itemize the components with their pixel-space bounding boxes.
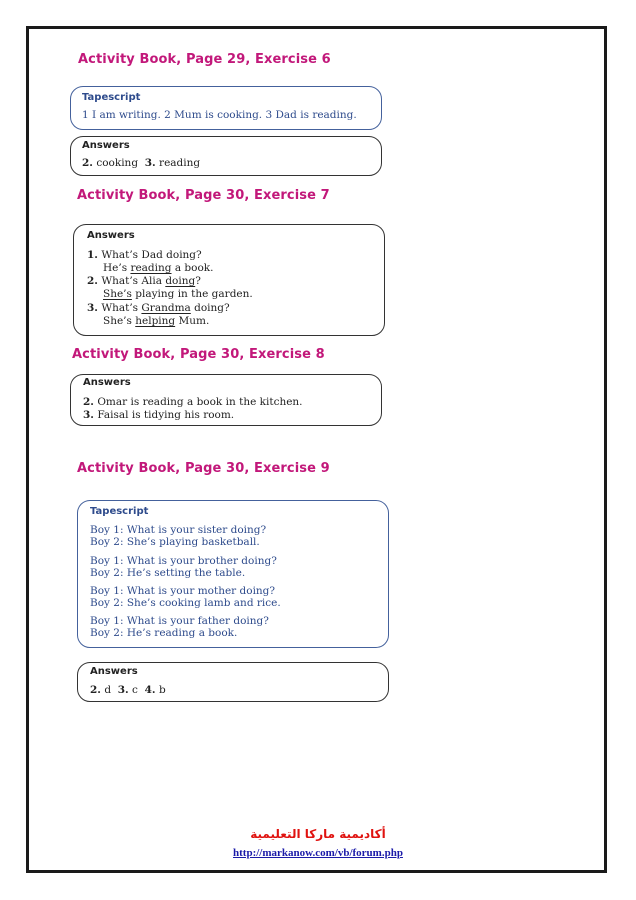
answer-number: 1. bbox=[87, 249, 98, 261]
exercise-9-answers-box bbox=[77, 662, 389, 702]
underlined-word: helping bbox=[135, 315, 176, 327]
dialogue-line: Boy 1: What is your sister doing? bbox=[90, 524, 267, 536]
exercise-7-answers-box bbox=[73, 224, 385, 336]
response-text: a book. bbox=[171, 262, 214, 274]
response-text: Mum. bbox=[175, 315, 210, 327]
underlined-word: reading bbox=[130, 262, 172, 274]
response-text: She’s bbox=[103, 315, 136, 327]
dialogue-line: Boy 2: She’s playing basketball. bbox=[90, 536, 260, 548]
answer-text: Omar is reading a book in the kitchen. bbox=[97, 396, 303, 408]
answer-response bbox=[103, 315, 209, 327]
answer-question bbox=[87, 302, 230, 314]
dialogue-line: Boy 2: He’s reading a book. bbox=[90, 627, 238, 639]
answer-number: 3. bbox=[117, 684, 129, 696]
answer-number: 4. bbox=[144, 684, 156, 696]
dialogue-line: Boy 1: What is your mother doing? bbox=[90, 585, 276, 597]
question-text: doing? bbox=[190, 302, 230, 314]
exercise-8-heading: Activity Book, Page 30, Exercise 8 bbox=[72, 347, 325, 362]
question-text: What’s bbox=[101, 302, 142, 314]
underlined-word: Grandma bbox=[141, 302, 191, 314]
answer-number: 3. bbox=[144, 157, 156, 169]
exercise-8-answers-box bbox=[70, 374, 382, 426]
underlined-word: She’s bbox=[103, 288, 132, 300]
footer-forum-link[interactable]: http://markanow.com/vb/forum.php bbox=[233, 847, 403, 859]
response-text: He’s bbox=[103, 262, 131, 274]
answer-text: cooking bbox=[96, 157, 139, 169]
dialogue-line: Boy 2: He’s setting the table. bbox=[90, 567, 246, 579]
dialogue-line: Boy 1: What is your brother doing? bbox=[90, 555, 277, 567]
exercise-6-tapescript-box bbox=[70, 86, 382, 130]
answer-number: 3. bbox=[83, 409, 94, 421]
exercise-6-heading: Activity Book, Page 29, Exercise 6 bbox=[78, 52, 331, 67]
answers-line bbox=[83, 396, 303, 408]
tapescript-title: Tapescript bbox=[90, 506, 149, 517]
answers-line bbox=[90, 684, 166, 696]
underlined-word: doing bbox=[165, 275, 196, 287]
question-text: ? bbox=[195, 275, 201, 287]
answer-number: 2. bbox=[90, 684, 101, 696]
answer-text: Faisal is tidying his room. bbox=[97, 409, 235, 421]
exercise-7-heading: Activity Book, Page 30, Exercise 7 bbox=[77, 188, 330, 203]
answers-title: Answers bbox=[87, 230, 135, 241]
dialogue-line: Boy 1: What is your father doing? bbox=[90, 615, 269, 627]
answers-title: Answers bbox=[83, 377, 131, 388]
question-text: What’s Alia bbox=[101, 275, 166, 287]
footer-academy-name: أكاديمية ماركا التعليمية bbox=[250, 827, 386, 841]
exercise-6-answers-box bbox=[70, 136, 382, 176]
answer-question bbox=[87, 249, 202, 261]
answer-number: 2. bbox=[82, 157, 93, 169]
response-text: playing in the garden. bbox=[131, 288, 253, 300]
answers-line bbox=[82, 157, 200, 169]
answer-text: b bbox=[158, 684, 166, 696]
answer-text: reading bbox=[159, 157, 201, 169]
answer-number: 3. bbox=[87, 302, 98, 314]
exercise-9-tapescript-box bbox=[77, 500, 389, 648]
answer-text: c bbox=[132, 684, 138, 696]
answer-response bbox=[103, 262, 214, 274]
exercise-9-heading: Activity Book, Page 30, Exercise 9 bbox=[77, 461, 330, 476]
answer-number: 2. bbox=[87, 275, 98, 287]
answer-question bbox=[87, 275, 201, 287]
answer-response bbox=[103, 288, 253, 300]
tapescript-line: 1 I am writing. 2 Mum is cooking. 3 Dad is reading. bbox=[82, 109, 357, 121]
answer-number: 2. bbox=[83, 396, 94, 408]
answer-text: d bbox=[104, 684, 112, 696]
answers-title: Answers bbox=[82, 140, 130, 151]
answers-title: Answers bbox=[90, 666, 138, 677]
dialogue-line: Boy 2: She’s cooking lamb and rice. bbox=[90, 597, 281, 609]
tapescript-title: Tapescript bbox=[82, 92, 141, 103]
question-text: What’s Dad doing? bbox=[101, 249, 202, 261]
answers-line bbox=[83, 409, 234, 421]
